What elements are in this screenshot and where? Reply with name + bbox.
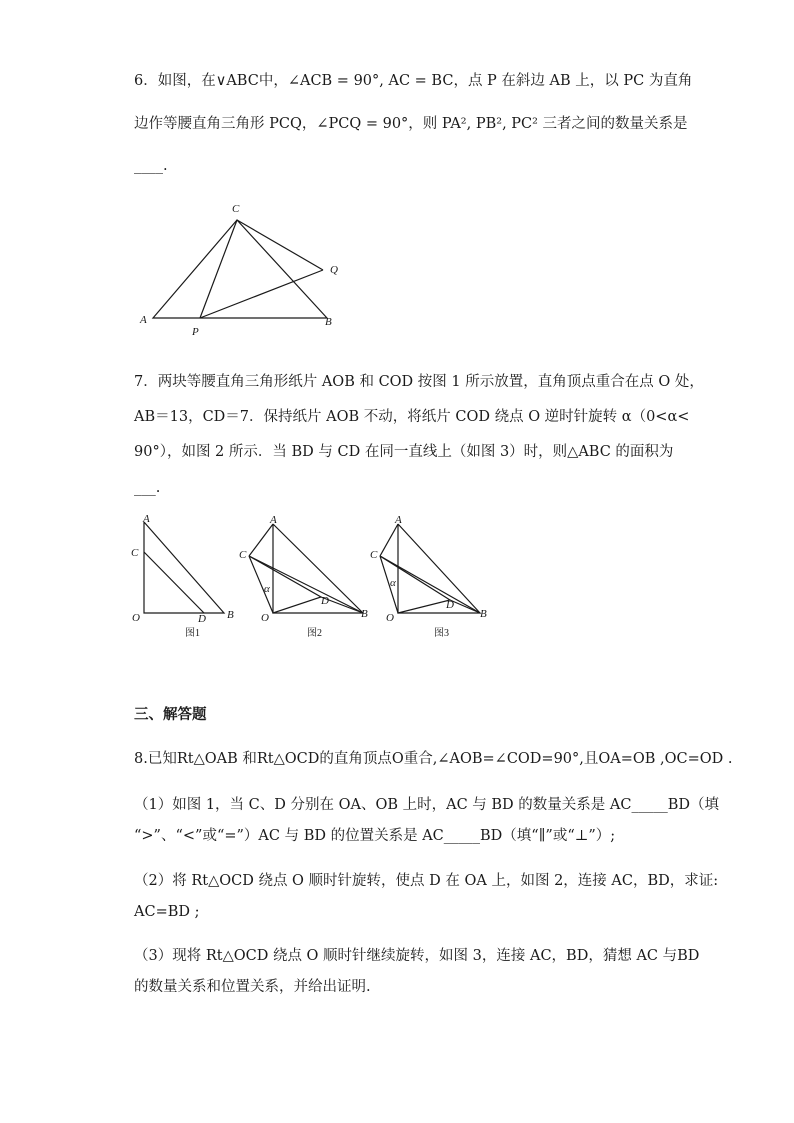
label-b: B <box>325 316 332 328</box>
figure-2-caption: 图2 <box>307 628 322 639</box>
triangle-aob <box>273 524 363 613</box>
q7-figure-2 <box>235 510 370 645</box>
label-a: A <box>270 514 277 526</box>
triangle-aob <box>144 522 224 613</box>
q8-line-6: （3）现将 Rt△OCD 绕点 O 顺时针继续旋转，如图 3，连接 AC，BD，猜想 AC 与BD <box>134 948 700 964</box>
label-a: A <box>395 514 402 526</box>
q6-answer-blank: ____. <box>134 158 168 174</box>
triangle-aob <box>398 524 480 613</box>
label-alpha: α <box>390 577 396 589</box>
q7-line-1: 7．两块等腰直角三角形纸片 AOB 和 COD 按图 1 所示放置，直角顶点重合在点 O 处， <box>134 374 704 390</box>
label-alpha: α <box>264 583 270 595</box>
label-q: Q <box>330 264 338 276</box>
label-d: D <box>321 595 329 607</box>
q6-line-1: 6．如图，在∨ABC中，∠ACB = 90°, AC = BC，点 P 在斜边 AB 上，以 PC 为直角 <box>134 73 693 89</box>
label-d: D <box>446 599 454 611</box>
segment-ac <box>249 524 273 556</box>
segment-ac <box>380 524 398 556</box>
q7-line-3: 90°），如图 2 所示．当 BD 与 CD 在同一直线上（如图 3）时，则△ABC 的面积为 <box>134 444 674 460</box>
q8-line-5: AC=BD ; <box>134 904 200 920</box>
label-o: O <box>261 612 269 624</box>
label-o: O <box>386 612 394 624</box>
label-b: B <box>361 608 368 620</box>
q6-line-2: 边作等腰直角三角形 PCQ，∠PCQ = 90°，则 PA², PB², PC² 三者之间的数量关系是 <box>134 116 688 132</box>
q8-line-1: 8.已知Rt△OAB 和Rt△OCD的直角顶点O重合,∠AOB=∠COD=90°,且OA=OB ,OC=OD . <box>134 751 733 767</box>
figure-3-caption: 图3 <box>434 628 449 639</box>
segment-bd <box>450 600 480 613</box>
q7-figure-1 <box>128 510 240 645</box>
label-p: P <box>192 326 199 338</box>
triangle-cod <box>249 556 321 613</box>
label-c: C <box>131 547 139 559</box>
q7-answer-blank: ___. <box>134 480 161 496</box>
label-o: O <box>132 612 140 624</box>
label-c: C <box>370 549 378 561</box>
q8-line-3: “>”、“<”或“=”）AC 与 BD 的位置关系是 AC_____BD（填“∥”或“⊥”）; <box>134 828 616 844</box>
section-title: 三、解答题 <box>134 707 207 723</box>
q8-line-2: （1）如图 1，当 C、D 分别在 OA、OB 上时，AC 与 BD 的数量关系是 AC_____BD（填 <box>134 797 719 813</box>
segment-pc <box>200 220 237 318</box>
q8-line-4: （2）将 Rt△OCD 绕点 O 顺时针旋转，使点 D 在 OA 上，如图 2，连接 AC，BD，求证: <box>134 873 719 889</box>
label-d: D <box>198 613 206 625</box>
figure-1-caption: 图1 <box>185 628 200 639</box>
q7-figure-3 <box>362 510 494 645</box>
q6-figure <box>130 195 360 345</box>
label-b: B <box>227 609 234 621</box>
label-a: A <box>140 314 147 326</box>
q7-line-2: AB＝13，CD＝7．保持纸片 AOB 不动，将纸片 COD 绕点 O 逆时针旋转 α（0<α< <box>134 409 690 425</box>
segment-cd <box>144 552 204 613</box>
q8-line-7: 的数量关系和位置关系，并给出证明. <box>134 979 371 995</box>
label-a: A <box>143 513 150 525</box>
label-c: C <box>232 203 240 215</box>
segment-cq <box>237 220 323 270</box>
label-b: B <box>480 608 487 620</box>
label-c: C <box>239 549 247 561</box>
triangle-abc <box>153 220 327 318</box>
